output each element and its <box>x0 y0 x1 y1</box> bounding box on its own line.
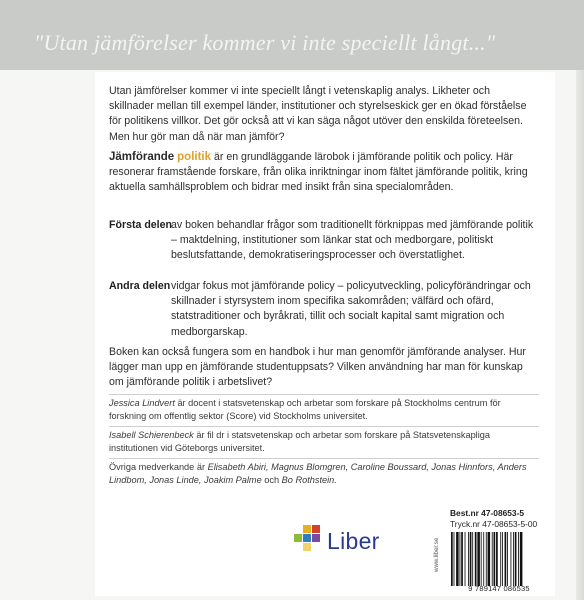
section-second-text: vidgar fokus mot jämförande policy – policyutveckling, policyförändringar och skillnader i styrsystem inom specifika sakområden; välfärd och ofärd, statstraditioner och byråkrati, tillit och socialt kapital samt migration och medborgarskap. <box>171 280 531 338</box>
book-title-part2: politik <box>177 151 212 163</box>
blurb-panel <box>95 72 555 596</box>
website: www.liber.se <box>433 537 440 572</box>
author-text-1: är docent i statsvetenskap och arbetar som forskare på Stockholms centrum för forskning om offentlig sektor (Score) vid Stockholms universitet. <box>109 398 501 422</box>
author-bio-1 <box>109 397 539 423</box>
contributors-and: och <box>264 475 280 486</box>
barcode-icon <box>450 532 548 586</box>
book-description-text: är en grundläggande lärobok i jämförande politik och policy. Här resonerar framstående forskare, från olika inriktningar inom fältet jämförande politik, kring aktuella samhällsproblem och bidrar med insikt från sina specialområden. <box>109 151 528 194</box>
divider <box>109 458 539 459</box>
quote-band <box>0 0 584 70</box>
publisher-name: Liber <box>327 528 380 554</box>
contributors-lead: Övriga medverkande är <box>109 462 206 472</box>
best-nr: Best.nr 47-08653-5 <box>450 508 525 518</box>
logo-square-icon <box>312 534 320 542</box>
author-name-1: Jessica Lindvert <box>109 398 175 408</box>
handbook-paragraph: Boken kan också fungera som en handbok i hur man genomför jämförande analyser. Hur lägger man upp en jämförande studentuppsats? Vilken användning har man för kunskap om jämförande politik i arbetslivet? <box>109 346 526 389</box>
book-description <box>109 150 534 196</box>
author-name-2: Isabell Schierenbeck <box>109 430 194 440</box>
section-first-head: Första delen <box>109 219 172 231</box>
divider <box>109 426 539 427</box>
book-title-part1: Jämförande <box>109 151 175 163</box>
cover-quote: "Utan jämförelser kommer vi inte speciellt långt..." <box>34 30 496 55</box>
contributors-last: Bo Rothstein. <box>281 475 337 486</box>
tryck-nr: Tryck.nr 47-08653-5-00 <box>450 519 538 529</box>
section-second-head: Andra delen <box>109 280 171 292</box>
barcode-number: 9 789147 086535 <box>468 584 530 593</box>
divider <box>109 394 539 395</box>
contributors-names: Elisabeth Abiri, Magnus Blomgren, Caroline Boussard, Jonas Hinnfors, Anders Lindbom, Jonas Linde, Joakim Palme <box>109 462 527 486</box>
author-text-2: är fil dr i statsvetenskap och arbetar som forskare på Statsvetenskapliga institutionen vid Göteborgs universitet. <box>109 430 490 454</box>
logo-square-icon <box>294 534 302 542</box>
section-first-text: av boken behandlar frågor som traditionellt förknippas med jämförande politik – maktdelning, institutioner som länkar stat och medborgare, politiskt beslutsfattande, demokratiseringsprocesser och överstatlighet. <box>171 219 534 262</box>
contributors <box>109 461 539 487</box>
logo-square-icon <box>303 543 311 551</box>
logo-square-icon <box>312 525 320 533</box>
intro-paragraph: Utan jämförelser kommer vi inte speciellt långt i vetenskaplig analys. Likheter och skillnader mellan till exempel länder, institutioner och styrelseskick ger en ökad förståelse för politikens villkor. Det gör också att vi kan säga något utöver den enskilda företeelsen. Men hur gör man då när man jämför? <box>109 85 527 143</box>
logo-square-icon <box>303 534 311 542</box>
logo-square-icon <box>303 525 311 533</box>
liber-logo <box>293 525 453 575</box>
order-numbers <box>450 508 546 530</box>
author-bio-2 <box>109 429 539 455</box>
spine-edge <box>576 0 584 600</box>
